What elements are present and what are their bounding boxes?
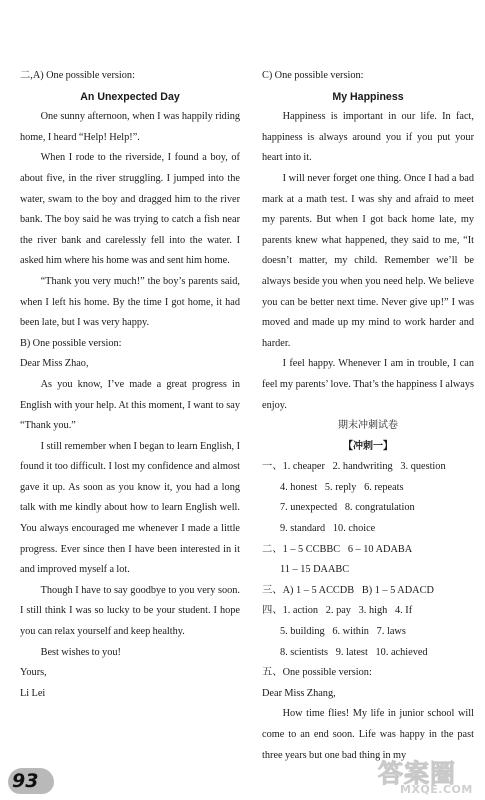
left-column — [20, 66, 240, 704]
letter-signature: Li Lei — [20, 687, 46, 699]
paragraph: I still remember when I began to learn English, I found it too difficult. I lost my confidence and almost gave it up. As soon as you know it, you had a long talk with me kindly about how to learn English well. You always encouraged me whenever I made a little progress. Ever since then I have been interested in it and improved myself a lot. — [20, 440, 240, 576]
answer-line: 11 – 15 DAABC — [280, 564, 350, 576]
letter-sign-off: Yours, — [20, 667, 47, 679]
paragraph: Happiness is important in our life. In fact, happiness is always around you if you put your heart into it. — [262, 111, 474, 164]
paragraph: Though I have to say goodbye to you very soon. I still think I was so lucky to be your student. I hope you can relax yourself and keep healthy. — [20, 584, 240, 638]
paragraph: How time flies! My life in junior school will come to an end soon. Life was happy in the past three years but one bad thing in my — [262, 708, 474, 761]
answer-line: 5. building 6. within 7. laws — [280, 626, 406, 638]
answer-line: 三、A) 1 – 5 ACCDB B) 1 – 5 ADACD — [262, 584, 434, 596]
answer-line: 四、1. action 2. pay 3. high 4. If — [262, 605, 413, 617]
paragraph: One sunny afternoon, when I was happily riding home, I heard “Help! Help!”. — [20, 111, 240, 143]
paragraph: I will never forget one thing. Once I had a bad mark at a math test. I was shy and afraid to meet my parents. But when I got back home late, my parents knew what happened, they said to me, “It doesn’t matter, my child. Remember we’ll be always beside you when you need help. We believe you can be better next time. Never give up!” I was moved and made up my mind to work harder and harder. — [262, 172, 474, 349]
exam-section-title: 期末冲刺试卷 — [338, 420, 398, 432]
page-number-badge — [8, 768, 54, 794]
section-heading-b: B) One possible version: — [20, 337, 122, 349]
section-heading-a: 二,A) One possible version: — [20, 70, 135, 81]
answer-line: 7. unexpected 8. congratulation — [280, 502, 415, 514]
paragraph: When I rode to the riverside, I found a boy, of about five, in the river struggling. I jumped into the water, swam to the boy and dragged him to the river bank. The boy said he was trying to catch a fish near the river bank and carelessly fell into the water. I asked him where his home was and sent him home. — [20, 152, 240, 267]
essay-title-c: My Happiness — [332, 90, 404, 103]
paragraph: As you know, I’ve made a great progress in English with your help. At this moment, I want to say “Thank you.” — [20, 378, 240, 432]
paragraph: I feel happy. Whenever I am in trouble, I can feel my parents’ love. That’s the happiness I always enjoy. — [262, 358, 474, 411]
answer-line: 一、1. cheaper 2. handwriting 3. question — [262, 461, 446, 473]
essay-title-a: An Unexpected Day — [80, 90, 180, 103]
answer-line: 二、1 – 5 CCBBC 6 – 10 ADABA — [262, 543, 413, 555]
paragraph: “Thank you very much!” the boy’s parents said, when I left his home. By the time I got home, it had been late, but I was very happy. — [20, 275, 240, 329]
page-number: 93 — [12, 770, 39, 792]
letter-closing: Best wishes to you! — [40, 646, 121, 658]
watermark-text: 答案圈 — [378, 759, 457, 788]
letter-greeting: Dear Miss Zhao, — [20, 358, 89, 370]
right-column — [262, 66, 474, 766]
answer-line: 4. honest 5. reply 6. repeats — [280, 481, 404, 493]
answer-line: 8. scientists 9. latest 10. achieved — [280, 646, 428, 658]
answer-line: 五、One possible version: — [262, 667, 372, 679]
section-heading-c: C) One possible version: — [262, 70, 364, 81]
letter-greeting: Dear Miss Zhang, — [262, 687, 336, 699]
answer-line: 9. standard 10. choice — [280, 523, 376, 535]
watermark-url: MXQE.COM — [400, 783, 473, 796]
exam-subsection-title: 【冲刺一】 — [343, 440, 393, 452]
watermark-logo — [376, 754, 480, 798]
